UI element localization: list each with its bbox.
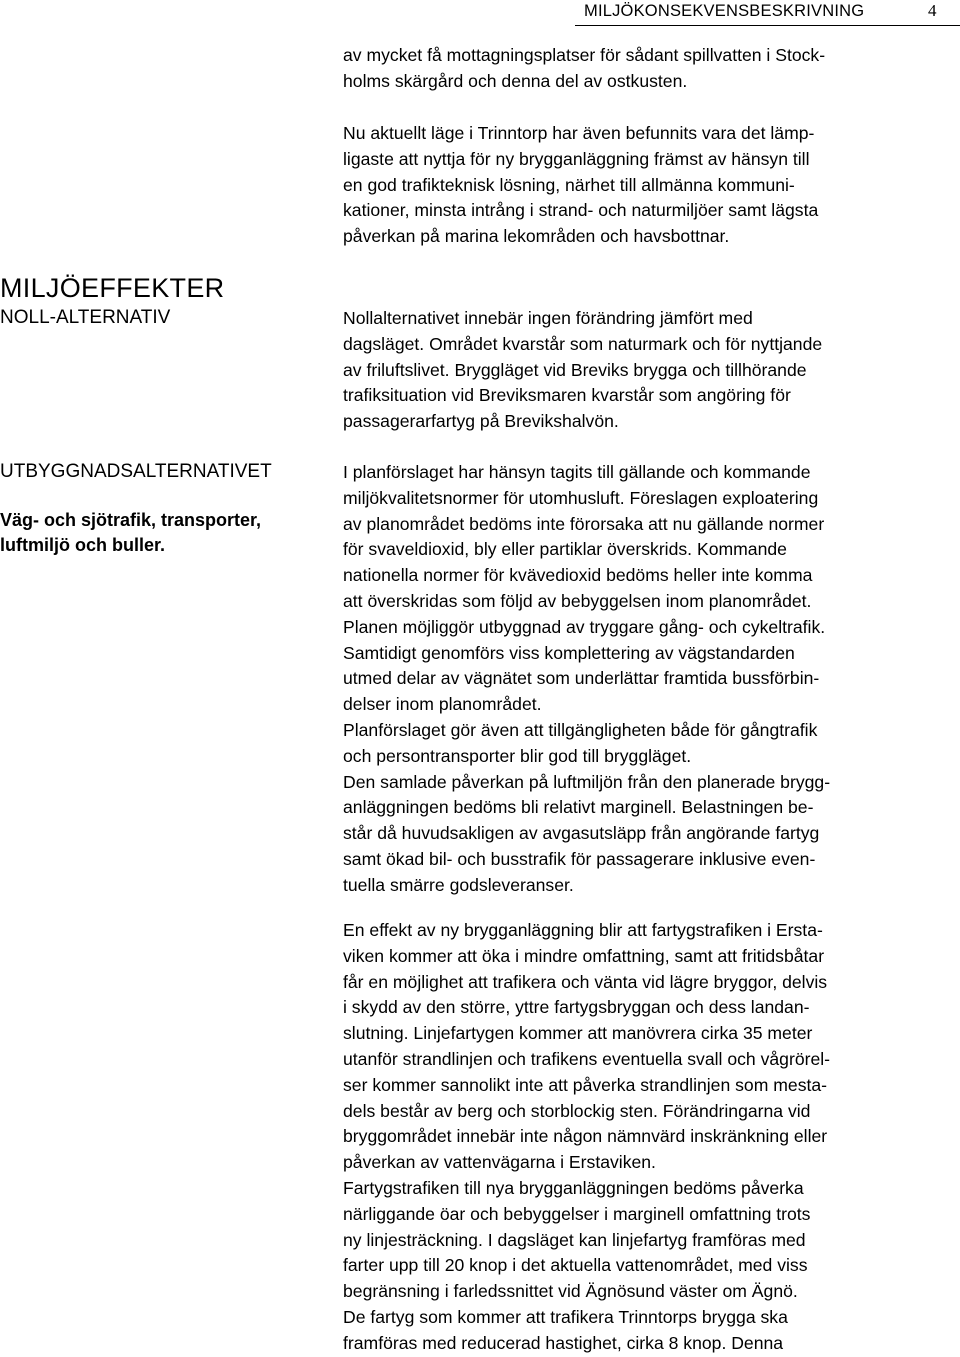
text-line: utanför strandlinjen och trafikens eventuella svall och vågrörel- [343, 1048, 831, 1069]
text-line: bryggområdet innebär inte någon nämnvärd inskränkning eller [343, 1126, 828, 1147]
text-line: Samtidigt genomförs viss komplettering av vägstandarden [343, 642, 795, 663]
text-line: tuella smärre godsleveranser. [343, 874, 574, 895]
text-line: Nollalternativet innebär ingen förändring jämfört med [343, 308, 753, 328]
header-divider [575, 25, 960, 26]
text-line: I planförslaget har hänsyn tagits till gällande och kommande [343, 462, 811, 482]
page-number: 4 [928, 1, 937, 20]
text-line: framföras med reducerad hastighet, cirka 8 knop. Denna [343, 1332, 784, 1353]
topic-heading-line: luftmiljö och buller. [0, 535, 166, 555]
text-line: står då huvudsakligen av avgasutsläpp från angörande fartyg [343, 823, 820, 844]
text-line: utmed delar av vägnätet som underlättar framtida bussförbin- [343, 668, 820, 689]
text-line: En effekt av ny brygganläggning blir att fartygstrafiken i Ersta- [343, 920, 823, 940]
paragraph-trinntorp [343, 121, 960, 250]
text-line: begränsning i farledssnittet vid Ägnösund väster om Ägnö. [343, 1281, 798, 1302]
paragraph-nollalternativ [343, 306, 960, 435]
text-line: ligaste att nyttja för ny brygganläggning främst av hänsyn till [343, 148, 810, 169]
text-line: Fartygstrafiken till nya brygganläggningen bedöms påverka [343, 1177, 804, 1198]
text-line: nationella normer för kvävedioxid bedöms heller inte komma [343, 565, 813, 586]
topic-heading-line: Väg- och sjötrafik, transporter, [0, 510, 262, 530]
text-line: för svaveldioxid, bly eller partiklar överskrids. Kommande [343, 539, 787, 560]
text-line: av planområdet bedöms inte förorsaka att nu gällande normer [343, 513, 825, 534]
text-line: viken kommer att öka i mindre omfattning, samt att fritidsbåtar [343, 945, 825, 966]
page-header [0, 0, 960, 26]
topic-heading [0, 508, 261, 558]
text-line: farter upp till 20 knop i det aktuella vattenområdet, med viss [343, 1255, 808, 1276]
text-line: slutning. Linjefartygen kommer att manövrera cirka 35 meter [343, 1023, 813, 1044]
text-line: påverkan av vattenvägarna i Erstaviken. [343, 1152, 656, 1173]
text-line: närliggande öar och bebyggelser i marginell omfattning trots [343, 1203, 811, 1224]
text-line: ser kommer sannolikt inte att påverka strandlinjen som mesta- [343, 1074, 828, 1095]
text-line: Nu aktuellt läge i Trinntorp har även befunnits vara det lämp- [343, 123, 815, 143]
text-line: samt ökad bil- och busstrafik för passagerare inklusive even- [343, 848, 816, 869]
text-line: påverkan på marina lekområden och havsbottnar. [343, 226, 730, 247]
text-line: ny linjesträckning. I dagsläget kan linjefartyg framföras med [343, 1229, 806, 1250]
text-line: att överskridas som följd av bebyggelsen inom planområdet. [343, 590, 812, 611]
text-line: passagerarfartyg på Brevikshalvön. [343, 411, 619, 432]
paragraph-spillvatten [343, 43, 960, 95]
text-line: kationer, minsta intrång i strand- och naturmiljöer samt lägsta [343, 200, 819, 221]
text-line: miljökvalitetsnormer för utomhusluft. Föreslagen exploatering [343, 487, 819, 508]
text-line: och persontransporter blir god till bryggläget. [343, 745, 692, 766]
subheading-noll-alternativ: NOLL-ALTERNATIV [0, 307, 171, 328]
text-line: av mycket få mottagningsplatser för sådant spillvatten i Stock- [343, 45, 826, 65]
text-line: dels består av berg och storblockig sten. Förändringarna vid [343, 1100, 811, 1121]
document-title: MILJÖKONSEKVENSBESKRIVNING [584, 2, 865, 20]
text-line: trafiksituation vid Breviksmaren kvarstår som angöring för [343, 385, 791, 406]
text-line: Planförslaget gör även att tillgängligheten både för gångtrafik [343, 719, 818, 740]
subheading-utbyggnadsalternativet: UTBYGGNADSALTERNATIVET [0, 461, 272, 482]
text-line: anläggningen bedöms bli relativt marginell. Belastningen be- [343, 797, 814, 818]
text-line: Planen möjliggör utbyggnad av tryggare gång- och cykeltrafik. [343, 616, 826, 637]
text-line: av friluftslivet. Bryggläget vid Breviks brygga och tillhörande [343, 359, 807, 380]
text-line: delser inom planområdet. [343, 694, 542, 715]
text-line: Den samlade påverkan på luftmiljön från den planerade brygg- [343, 771, 831, 792]
text-line: i skydd av den större, yttre fartygsbryggan och dess landan- [343, 997, 810, 1018]
text-line: en god trafikteknisk lösning, närhet till allmänna kommuni- [343, 174, 795, 195]
paragraph-fartygstrafik [343, 918, 960, 1357]
text-line: De fartyg som kommer att trafikera Trinntorps brygga ska [343, 1306, 788, 1327]
paragraph-planforslag [343, 460, 960, 899]
text-line: holms skärgård och denna del av ostkusten. [343, 70, 688, 91]
text-line: får en möjlighet att trafikera och vänta vid lägre bryggor, delvis [343, 971, 828, 992]
text-line: dagsläget. Området kvarstår som naturmark och för nyttjande [343, 333, 823, 354]
section-heading-miljoeffekter: MILJÖEFFEKTER [0, 273, 225, 303]
